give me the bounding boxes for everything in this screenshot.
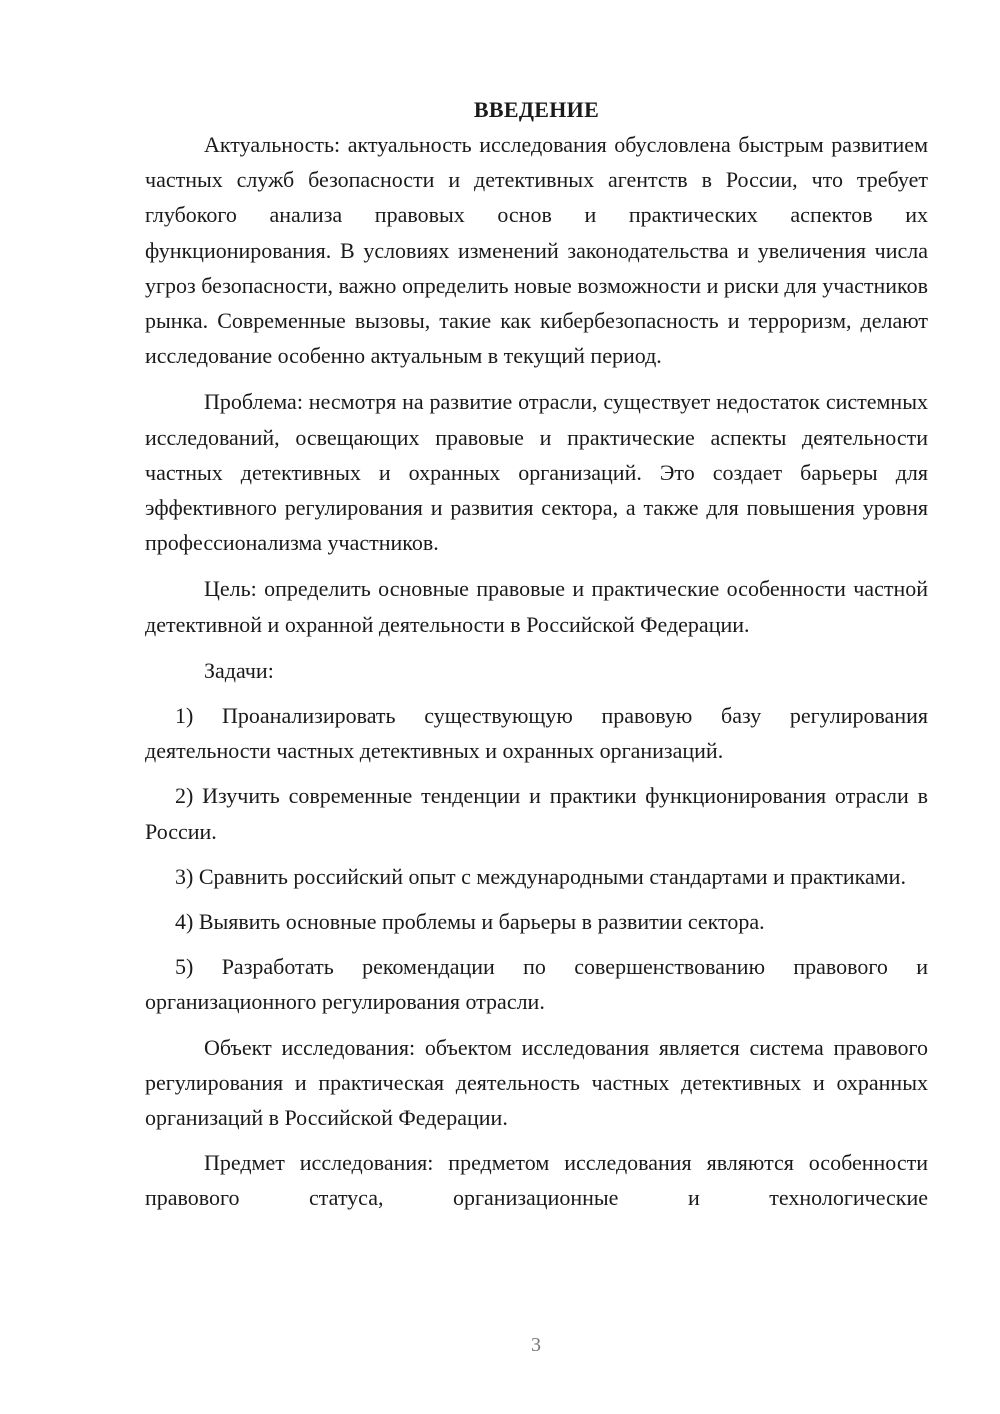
paragraph-relevance: Актуальность: актуальность исследования обусловлена быстрым развитием частных служб безопасности и детективных агентств в России, что требует глубокого анализа правовых основ и практических аспектов их функционирования. В условиях изменений законодательства и увеличения числа угроз безопасности, важно определить новые возможности и риски для участников рынка. Современные вызовы, такие как кибербезопасность и терроризм, делают исследование особенно актуальным в текущий период. — [145, 132, 928, 369]
task-item-2: 2) Изучить современные тенденции и практики функционирования отрасли в России. — [145, 783, 928, 844]
page-number: 3 — [531, 1334, 541, 1356]
task-item-5: 5) Разработать рекомендации по совершенствованию правового и организационного регулирования отрасли. — [145, 954, 928, 1015]
task-item-1: 1) Проанализировать существующую правовую базу регулирования деятельности частных детективных и охранных организаций. — [145, 703, 928, 764]
paragraph-problem: Проблема: несмотря на развитие отрасли, существует недостаток системных исследований, освещающих правовые и практические аспекты деятельности частных детективных и охранных организаций. Это создает барьеры для эффективного регулирования и развития сектора, а также для повышения уровня профессионализма участников. — [145, 389, 928, 556]
paragraph-object: Объект исследования: объектом исследования является система правового регулирования и практическая деятельность частных детективных и охранных организаций в Российской Федерации. — [145, 1034, 928, 1131]
section-title: ВВЕДЕНИЕ — [473, 97, 600, 122]
paragraph-subject: Предмет исследования: предметом исследования являются особенности правового статуса, организационные и технологические — [145, 1150, 928, 1211]
paragraph-goal: Цель: определить основные правовые и практические особенности частной детективной и охранной деятельности в Российской Федерации. — [145, 576, 928, 637]
task-item-4: 4) Выявить основные проблемы и барьеры в развитии сектора. — [175, 909, 765, 935]
document-page — [145, 92, 928, 1216]
tasks-heading: Задачи: — [204, 657, 274, 683]
task-item-3: 3) Сравнить российский опыт с международными стандартами и практиками. — [175, 863, 906, 889]
